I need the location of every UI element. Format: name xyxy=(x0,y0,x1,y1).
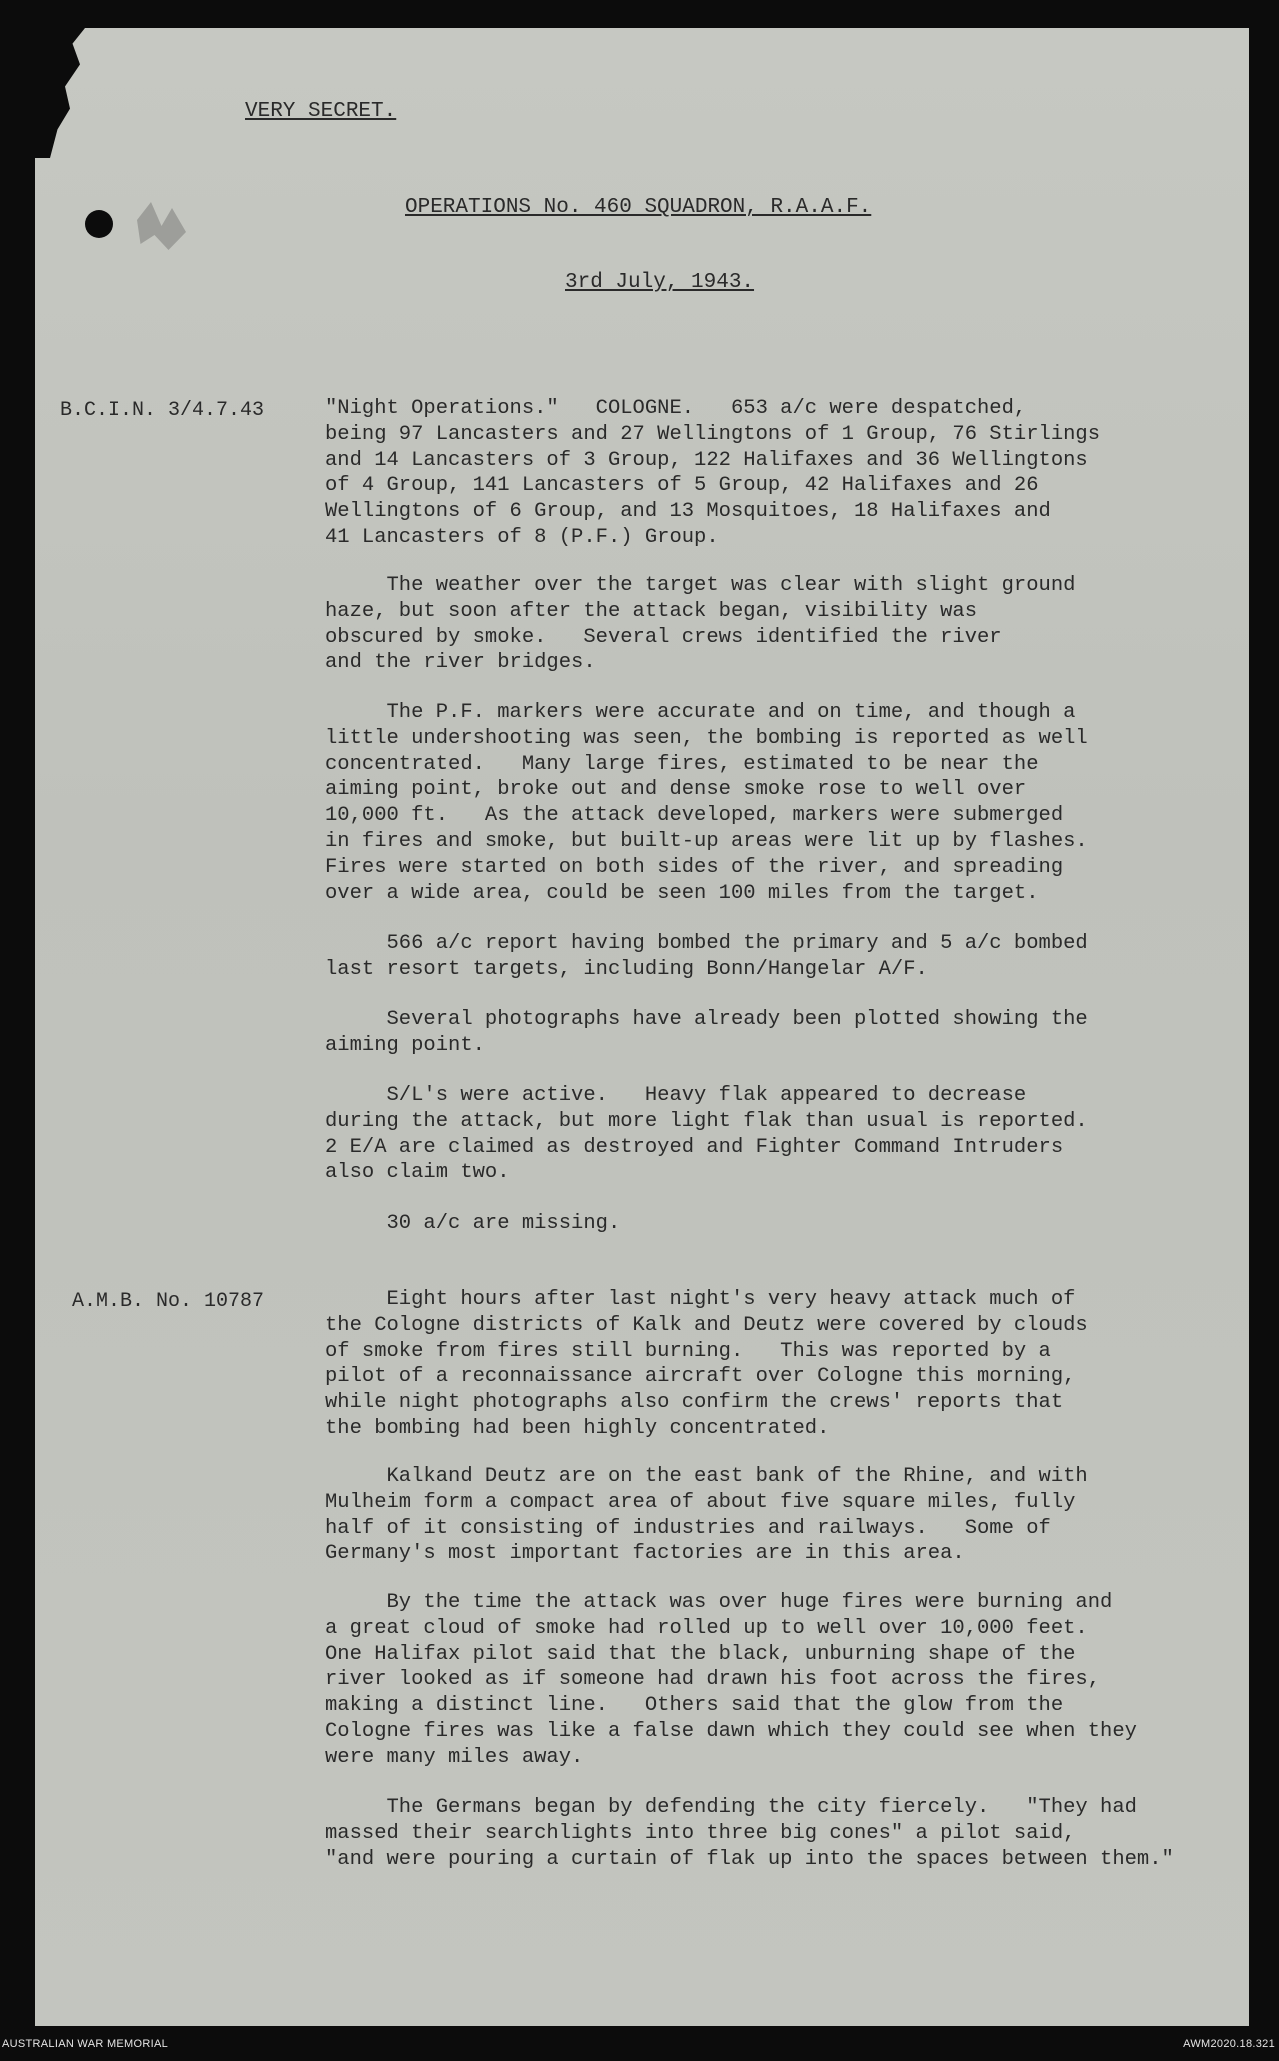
paragraph: Kalkand Deutz are on the east bank of the Rhine, and with Mulheim form a compact area of about five square miles, fully half of it consisting of industries and railways. Some of Germany's most important factories are in this area. xyxy=(325,1465,1088,1566)
footer-institution: AUSTRALIAN WAR MEMORIAL xyxy=(2,2038,169,2050)
reference-amb: A.M.B. No. 10787 xyxy=(72,1290,265,1313)
paragraph: 566 a/c report having bombed the primary and 5 a/c bombed last resort targets, including Bonn/Hangelar A/F. xyxy=(325,932,1088,981)
ink-mark xyxy=(130,196,200,256)
document-page xyxy=(35,28,1249,2026)
paragraph: "Night Operations." COLOGNE. 653 a/c were despatched, being 97 Lancasters and 27 Wellingtons of 1 Group, 76 Stirlings and 14 Lancasters of 3 Group, 122 Halifaxes and 36 Wellingtons of 4 Group, 141 Lancasters of 5 Group, 42 Halifaxes and 26 Wellingtons of 6 Group, and 13 Mosquitoes, 18 Halifaxes and 41 Lancasters of 8 (P.F.) Group. xyxy=(325,397,1101,549)
punch-hole xyxy=(85,210,113,238)
paragraph: 30 a/c are missing. xyxy=(325,1212,621,1235)
document-title: OPERATIONS No. 460 SQUADRON, R.A.A.F. xyxy=(405,196,872,219)
paragraph: The Germans began by defending the city fiercely. "They had massed their searchlights into three big cones" a pilot said, "and were pouring a curtain of flak up into the spaces between them." xyxy=(325,1796,1174,1871)
document-date: 3rd July, 1943. xyxy=(565,271,755,294)
paragraph: Several photographs have already been plotted showing the aiming point. xyxy=(325,1008,1088,1057)
paragraph: S/L's were active. Heavy flak appeared to decrease during the attack, but more light flak than usual is reported. 2 E/A are claimed as destroyed and Fighter Command Intruders also claim two. xyxy=(325,1084,1088,1185)
footer-accession-number: AWM2020.18.321 xyxy=(1183,2038,1275,2050)
page-damage xyxy=(35,28,85,158)
paragraph: Eight hours after last night's very heavy attack much of the Cologne districts of Kalk and Deutz were covered by clouds of smoke from fires still burning. This was reported by a pilot of a reconnaissance aircraft over Cologne this morning, while night photographs also confirm the crews' reports that the bombing had been highly concentrated. xyxy=(325,1288,1088,1440)
classification-heading: VERY SECRET. xyxy=(245,100,397,123)
paragraph: The weather over the target was clear with slight ground haze, but soon after the attack began, visibility was obscured by smoke. Several crews identified the river and the river bridges. xyxy=(325,574,1076,675)
reference-bcin: B.C.I.N. 3/4.7.43 xyxy=(60,399,265,422)
paragraph: The P.F. markers were accurate and on time, and though a little undershooting was seen, the bombing is reported as well concentrated. Many large fires, estimated to be near the aiming point, broke out and dense smoke rose to well over 10,000 ft. As the attack developed, markers were submerged in fires and smoke, but built-up areas were lit up by flashes. Fires were started on both sides of the river, and spreading over a wide area, could be seen 100 miles from the target. xyxy=(325,701,1088,905)
paragraph: By the time the attack was over huge fires were burning and a great cloud of smoke had rolled up to well over 10,000 feet. One Halifax pilot said that the black, unburning shape of the river looked as if someone had drawn his foot across the fires, making a distinct line. Others said that the glow from the Cologne fires was like a false dawn which they could see when they were many miles away. xyxy=(325,1591,1137,1769)
